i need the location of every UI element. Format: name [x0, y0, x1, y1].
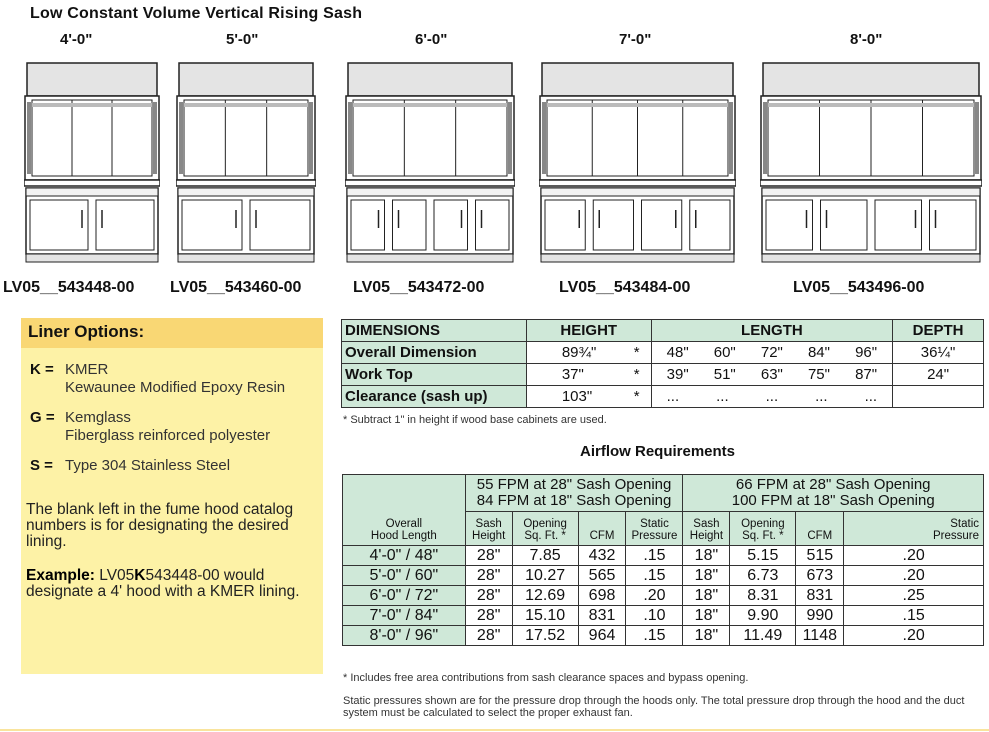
length-value: 84"	[807, 344, 830, 361]
col-header-static	[844, 512, 984, 546]
cabinet-top-rail	[178, 188, 314, 196]
model-number: LV05__543496-00	[793, 279, 925, 296]
length-value: ...	[666, 388, 680, 405]
length-value: 72"	[760, 344, 783, 361]
airflow-value-cell: .25	[844, 586, 984, 606]
fume-hood-drawing	[24, 60, 160, 265]
col-header-opening	[730, 512, 796, 546]
hood-length-cell: 6'-0" / 72"	[343, 586, 466, 606]
side-post	[309, 102, 313, 174]
airflow-value-cell: 432	[578, 546, 626, 566]
side-post	[975, 102, 979, 174]
model-number: LV05__543484-00	[559, 279, 691, 296]
airflow-value-cell: 990	[796, 606, 844, 626]
airflow-footnote: * Includes free area contributions from sash clearance spaces and bypass opening.	[343, 672, 749, 684]
header-line: Height	[472, 530, 506, 542]
side-post	[763, 102, 767, 174]
cabinet-door	[875, 200, 922, 250]
height-footnote-mark: *	[633, 344, 640, 361]
example-label: Example:	[26, 567, 95, 584]
example-key: K	[134, 567, 146, 584]
airflow-value-cell: .15	[844, 606, 984, 626]
airflow-title: Airflow Requirements	[580, 443, 736, 460]
airflow-value-cell: 11.49	[730, 626, 796, 646]
airflow-value-cell: .15	[626, 546, 683, 566]
airflow-value-cell: 28"	[465, 606, 512, 626]
hood-sash-opening	[32, 100, 152, 176]
airflow-value-cell: .20	[844, 566, 984, 586]
option-name: KMER	[65, 361, 109, 378]
length-value: 87"	[855, 366, 878, 383]
height-cell	[526, 364, 651, 386]
height-value: 89¾"	[561, 344, 597, 361]
length-value: ...	[765, 388, 779, 405]
airflow-value-cell: 12.69	[512, 586, 578, 606]
airflow-value-cell: 7.85	[512, 546, 578, 566]
height-value: 37"	[561, 366, 584, 383]
table-row	[342, 364, 984, 386]
row-label: Overall Dimension	[342, 342, 527, 364]
airflow-value-cell: 28"	[465, 546, 512, 566]
airflow-value-cell: 18"	[683, 586, 730, 606]
depth-header: DEPTH	[893, 320, 984, 342]
airflow-value-cell: 18"	[683, 546, 730, 566]
airflow-group-high	[683, 475, 984, 512]
cabinet-door	[821, 200, 868, 250]
length-value: 60"	[713, 344, 736, 361]
hood-header-panel	[763, 63, 979, 96]
airflow-value-cell: 28"	[465, 586, 512, 606]
hood-size-label: 5'-0"	[226, 31, 259, 48]
liner-option-k	[30, 361, 286, 396]
airflow-value-cell: 18"	[683, 626, 730, 646]
airflow-value-cell: .20	[844, 546, 984, 566]
hood-header-panel	[27, 63, 157, 96]
side-post	[153, 102, 157, 174]
toe-kick	[762, 254, 980, 262]
airflow-value-cell: 565	[578, 566, 626, 586]
header-line: Hood Length	[370, 530, 437, 542]
header-line: Sq. Ft. *	[524, 530, 566, 542]
divider	[0, 729, 989, 731]
airflow-value-cell: 9.90	[730, 606, 796, 626]
airflow-value-cell: .15	[626, 626, 683, 646]
length-value: ...	[716, 388, 729, 405]
cabinet-door	[351, 200, 385, 250]
length-header: LENGTH	[651, 320, 893, 342]
liner-options-heading: Liner Options:	[21, 318, 323, 348]
liner-options-panel	[21, 318, 323, 674]
length-cell	[651, 386, 893, 408]
hood-header-panel	[348, 63, 512, 96]
col-header-opening	[512, 512, 578, 546]
height-footnote-mark: *	[633, 388, 640, 405]
length-cell	[651, 342, 893, 364]
airflow-table	[342, 474, 984, 646]
header-line: Sash	[693, 518, 720, 530]
table-row	[343, 566, 984, 586]
model-number: LV05__543472-00	[353, 279, 485, 296]
model-number: LV05__543448-00	[3, 279, 135, 296]
airflow-value-cell: 831	[796, 586, 844, 606]
airflow-value-cell: .15	[626, 566, 683, 586]
liner-option-s	[30, 457, 231, 475]
airflow-corner	[343, 475, 466, 512]
fume-hood-drawing	[760, 60, 982, 265]
side-post	[27, 102, 31, 174]
col-header-overall	[343, 512, 466, 546]
airflow-value-cell: 18"	[683, 566, 730, 586]
length-value: 63"	[760, 366, 783, 383]
work-surface	[539, 180, 736, 186]
length-value: ...	[864, 388, 878, 405]
row-label: Clearance (sash up)	[342, 386, 527, 408]
airflow-value-cell: 5.15	[730, 546, 796, 566]
length-value: 39"	[666, 366, 689, 383]
group-line: 55 FPM at 28" Sash Opening	[476, 476, 672, 493]
depth-cell	[893, 386, 984, 408]
airflow-value-cell: 10.27	[512, 566, 578, 586]
work-surface	[760, 180, 982, 186]
cabinet-top-rail	[762, 188, 980, 196]
dimensions-header: DIMENSIONS	[342, 320, 527, 342]
row-label: Work Top	[342, 364, 527, 386]
airflow-value-cell: 831	[578, 606, 626, 626]
length-value: 96"	[855, 344, 878, 361]
col-header-cfm: CFM	[796, 512, 844, 546]
length-value: 51"	[713, 366, 736, 383]
airflow-value-cell: 28"	[465, 626, 512, 646]
hood-size-label: 6'-0"	[415, 31, 448, 48]
airflow-value-cell: .20	[626, 586, 683, 606]
option-name: Kemglass	[65, 409, 131, 426]
option-key: G =	[30, 409, 55, 426]
cabinet-top-rail	[541, 188, 734, 196]
model-number: LV05__543460-00	[170, 279, 302, 296]
cabinet-door	[30, 200, 88, 250]
hood-sash-opening	[184, 100, 308, 176]
length-value: 75"	[807, 366, 830, 383]
toe-kick	[26, 254, 158, 262]
header-line: Pressure	[932, 530, 979, 542]
dimensions-footnote: * Subtract 1" in height if wood base cabinets are used.	[343, 414, 607, 426]
sash-handle	[768, 103, 974, 107]
example-pre: LV05	[94, 567, 135, 584]
height-cell	[526, 386, 651, 408]
length-value: 48"	[666, 344, 689, 361]
hood-size-label: 7'-0"	[619, 31, 652, 48]
group-line: 100 FPM at 18" Sash Opening	[731, 492, 935, 509]
work-surface	[345, 180, 515, 186]
hood-length-cell: 7'-0" / 84"	[343, 606, 466, 626]
cabinet-top-rail	[26, 188, 158, 196]
option-description: Fiberglass reinforced polyester	[65, 427, 271, 444]
side-post	[348, 102, 352, 174]
height-header: HEIGHT	[526, 320, 651, 342]
airflow-value-cell: 698	[578, 586, 626, 606]
airflow-static-note: Static pressures shown are for the pressure drop through the hoods only. The total pressure drop through the hood and the duct system must be calculated to select the proper exhaust fan.	[343, 695, 965, 719]
table-row	[342, 342, 984, 364]
liner-note: The blank left in the fume hood catalog numbers is for designating the desired lining.	[26, 501, 294, 550]
table-row	[343, 546, 984, 566]
header-line: Opening	[741, 518, 785, 530]
toe-kick	[347, 254, 513, 262]
header-line: Sq. Ft. *	[742, 530, 784, 542]
airflow-value-cell: .20	[844, 626, 984, 646]
depth-cell: 36¼"	[893, 342, 984, 364]
airflow-value-cell: 17.52	[512, 626, 578, 646]
group-line: 66 FPM at 28" Sash Opening	[735, 476, 931, 493]
sash-handle	[353, 103, 507, 107]
airflow-value-cell: 15.10	[512, 606, 578, 626]
option-description: Kewaunee Modified Epoxy Resin	[65, 379, 286, 396]
cabinet-door	[476, 200, 510, 250]
toe-kick	[178, 254, 314, 262]
work-surface	[24, 180, 160, 186]
header-line: Static	[640, 518, 669, 530]
hood-length-cell: 8'-0" / 96"	[343, 626, 466, 646]
option-key: K =	[30, 361, 54, 378]
table-row	[343, 586, 984, 606]
table-row	[343, 606, 984, 626]
length-cell	[651, 364, 893, 386]
height-cell	[526, 342, 651, 364]
side-post	[542, 102, 546, 174]
header-line: Overall	[385, 518, 423, 530]
cabinet-door	[182, 200, 242, 250]
length-value: ...	[815, 388, 828, 405]
airflow-value-cell: 28"	[465, 566, 512, 586]
airflow-group-low	[465, 475, 683, 512]
cabinet-top-rail	[347, 188, 513, 196]
header-line: Opening	[523, 518, 567, 530]
hood-size-label: 4'-0"	[60, 31, 93, 48]
table-row	[342, 386, 984, 408]
example-post: 543448-00 would designate a 4' hood with a KMER lining.	[26, 567, 300, 600]
airflow-value-cell: 673	[796, 566, 844, 586]
liner-example	[26, 568, 326, 600]
toe-kick	[541, 254, 734, 262]
fume-hood-drawing	[345, 60, 515, 265]
option-name: Type 304 Stainless Steel	[65, 457, 231, 474]
airflow-value-cell: 964	[578, 626, 626, 646]
header-line: Pressure	[631, 530, 678, 542]
col-header-cfm: CFM	[578, 512, 626, 546]
header-line: Sash	[475, 518, 502, 530]
hood-sash-opening	[353, 100, 507, 176]
depth-cell: 24"	[893, 364, 984, 386]
side-post	[508, 102, 512, 174]
hood-header-panel	[179, 63, 313, 96]
height-footnote-mark: *	[633, 366, 640, 383]
sash-handle	[184, 103, 308, 107]
airflow-value-cell: 1148	[796, 626, 844, 646]
airflow-value-cell: 18"	[683, 606, 730, 626]
hood-size-label: 8'-0"	[850, 31, 883, 48]
cabinet-door	[434, 200, 468, 250]
work-surface	[176, 180, 316, 186]
header-line: Height	[689, 530, 724, 542]
col-header-sash	[465, 512, 512, 546]
dimensions-table	[341, 319, 984, 408]
table-row	[343, 626, 984, 646]
fume-hood-drawing	[539, 60, 736, 265]
airflow-value-cell: 8.31	[730, 586, 796, 606]
liner-option-g	[30, 409, 271, 444]
cabinet-door	[766, 200, 813, 250]
option-key: S =	[30, 457, 53, 474]
hood-length-cell: 5'-0" / 60"	[343, 566, 466, 586]
airflow-value-cell: 515	[796, 546, 844, 566]
height-value: 103"	[561, 388, 593, 405]
hood-length-cell: 4'-0" / 48"	[343, 546, 466, 566]
group-line: 84 FPM at 18" Sash Opening	[476, 492, 672, 509]
side-post	[729, 102, 733, 174]
cabinet-door	[393, 200, 427, 250]
side-post	[179, 102, 183, 174]
cabinet-door	[96, 200, 154, 250]
fume-hood-drawing	[176, 60, 316, 265]
page-title: Low Constant Volume Vertical Rising Sash	[30, 5, 363, 22]
sash-handle	[547, 103, 728, 107]
col-header-static	[626, 512, 683, 546]
header-line: Static	[950, 518, 979, 530]
cabinet-door	[250, 200, 310, 250]
sash-handle	[32, 103, 152, 107]
col-header-sash	[683, 512, 730, 546]
airflow-value-cell: .10	[626, 606, 683, 626]
airflow-value-cell: 6.73	[730, 566, 796, 586]
cabinet-door	[930, 200, 977, 250]
hood-header-panel	[542, 63, 733, 96]
